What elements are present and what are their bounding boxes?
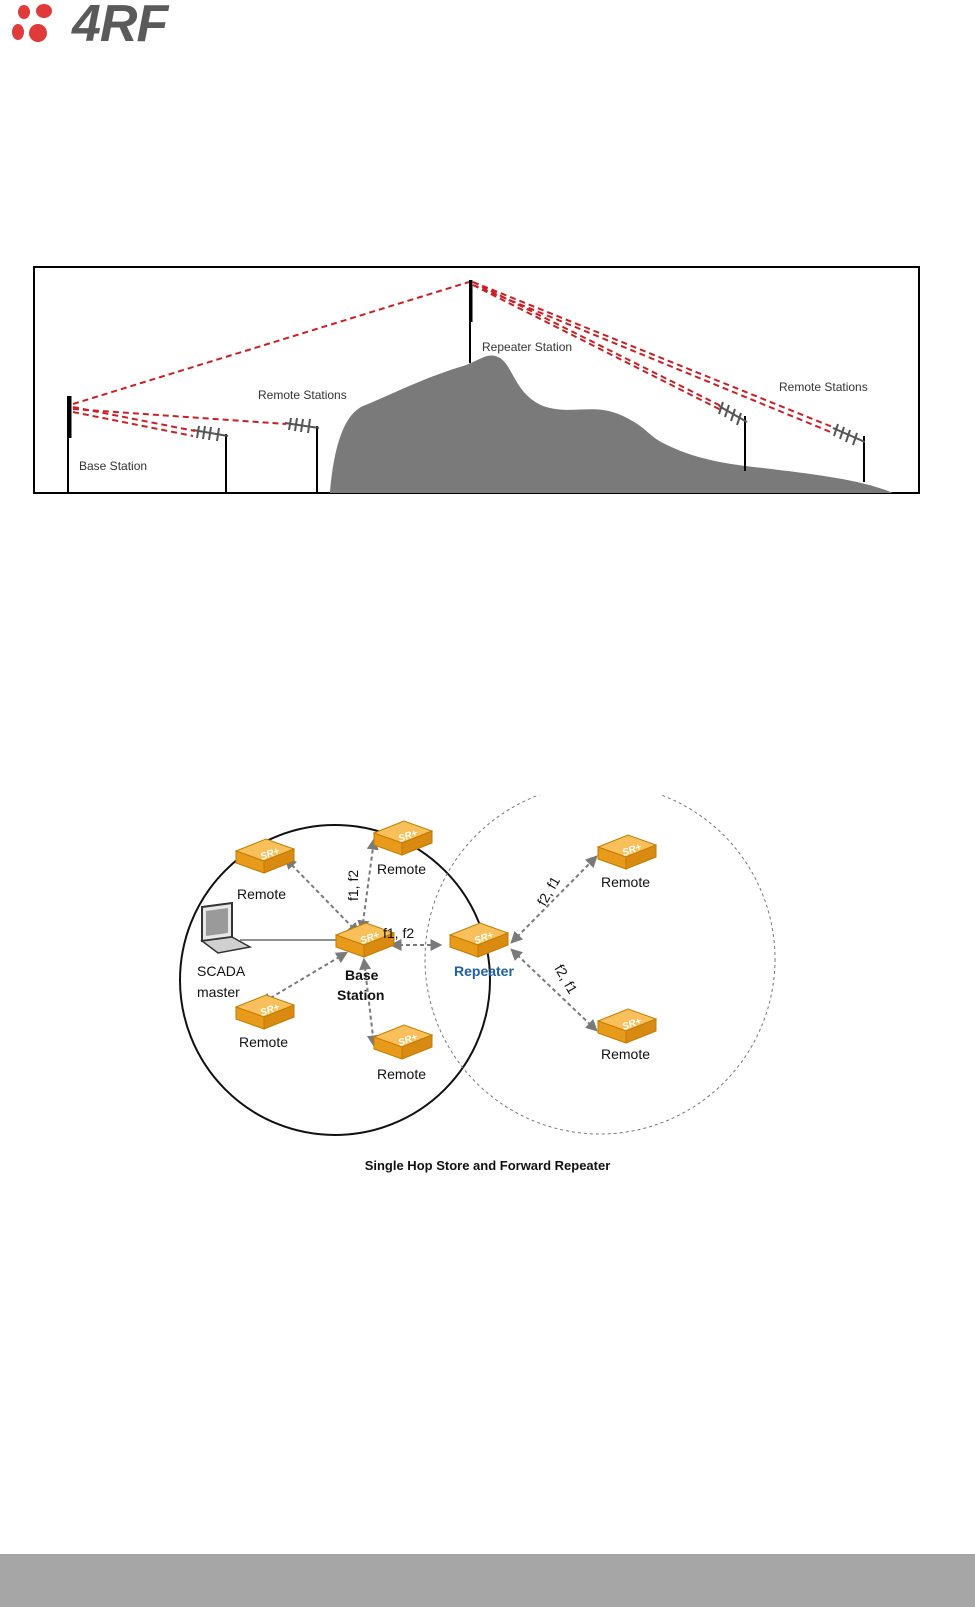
logo-text: 4RF xyxy=(72,0,168,53)
company-logo xyxy=(10,0,185,53)
scada-label-line2: master xyxy=(197,984,240,1000)
device-badge-7: SR+ xyxy=(620,841,644,859)
base-label-line1: Base xyxy=(345,967,379,983)
device-badge-3: SR+ xyxy=(358,929,382,947)
device-badge-4: SR+ xyxy=(258,1001,282,1019)
device-badge-5: SR+ xyxy=(396,1031,420,1049)
base-coverage-circle xyxy=(180,825,490,1135)
laptop-icon xyxy=(202,903,250,953)
remote-label-bottom: Remote xyxy=(377,1066,427,1082)
remote-label-upper-left: Remote xyxy=(237,886,287,902)
device-badge-2: SR+ xyxy=(396,827,420,845)
profile-svg xyxy=(33,266,920,494)
remote-label-right-bottom: Remote xyxy=(601,1046,651,1062)
network-links xyxy=(262,840,596,1045)
page-footer-bar xyxy=(0,1554,975,1607)
remote-stations-right-label: Remote Stations xyxy=(779,380,868,394)
scada-label-line1: SCADA xyxy=(197,963,246,979)
base-station-label: Base Station xyxy=(79,459,148,473)
remote-stations-left-label: Remote Stations xyxy=(258,388,347,402)
store-forward-network-diagram xyxy=(178,795,798,1172)
freq-label-repeater-bottom: f2, f1 xyxy=(551,961,581,997)
repeater-label: Repeater xyxy=(454,963,514,979)
network-diagram-caption: Single Hop Store and Forward Repeater xyxy=(364,1158,611,1173)
network-svg xyxy=(178,795,798,1167)
device-badge-6: SR+ xyxy=(472,929,496,947)
repeater-station-label: Repeater Station xyxy=(482,340,573,354)
remote-label-top: Remote xyxy=(377,861,427,877)
freq-label-repeater-top: f2, f1 xyxy=(533,873,564,909)
repeater-profile-diagram xyxy=(33,266,920,494)
remote-label-lower-left: Remote xyxy=(239,1034,289,1050)
remote-label-right-top: Remote xyxy=(601,874,651,890)
device-badge-1: SR+ xyxy=(258,845,282,863)
base-label-line2: Station xyxy=(337,987,385,1003)
freq-label-base-repeater: f1, f2 xyxy=(383,925,415,941)
device-badge-8: SR+ xyxy=(620,1015,644,1033)
freq-label-base-top: f1, f2 xyxy=(345,869,361,901)
logo-mark-icon xyxy=(10,2,70,48)
